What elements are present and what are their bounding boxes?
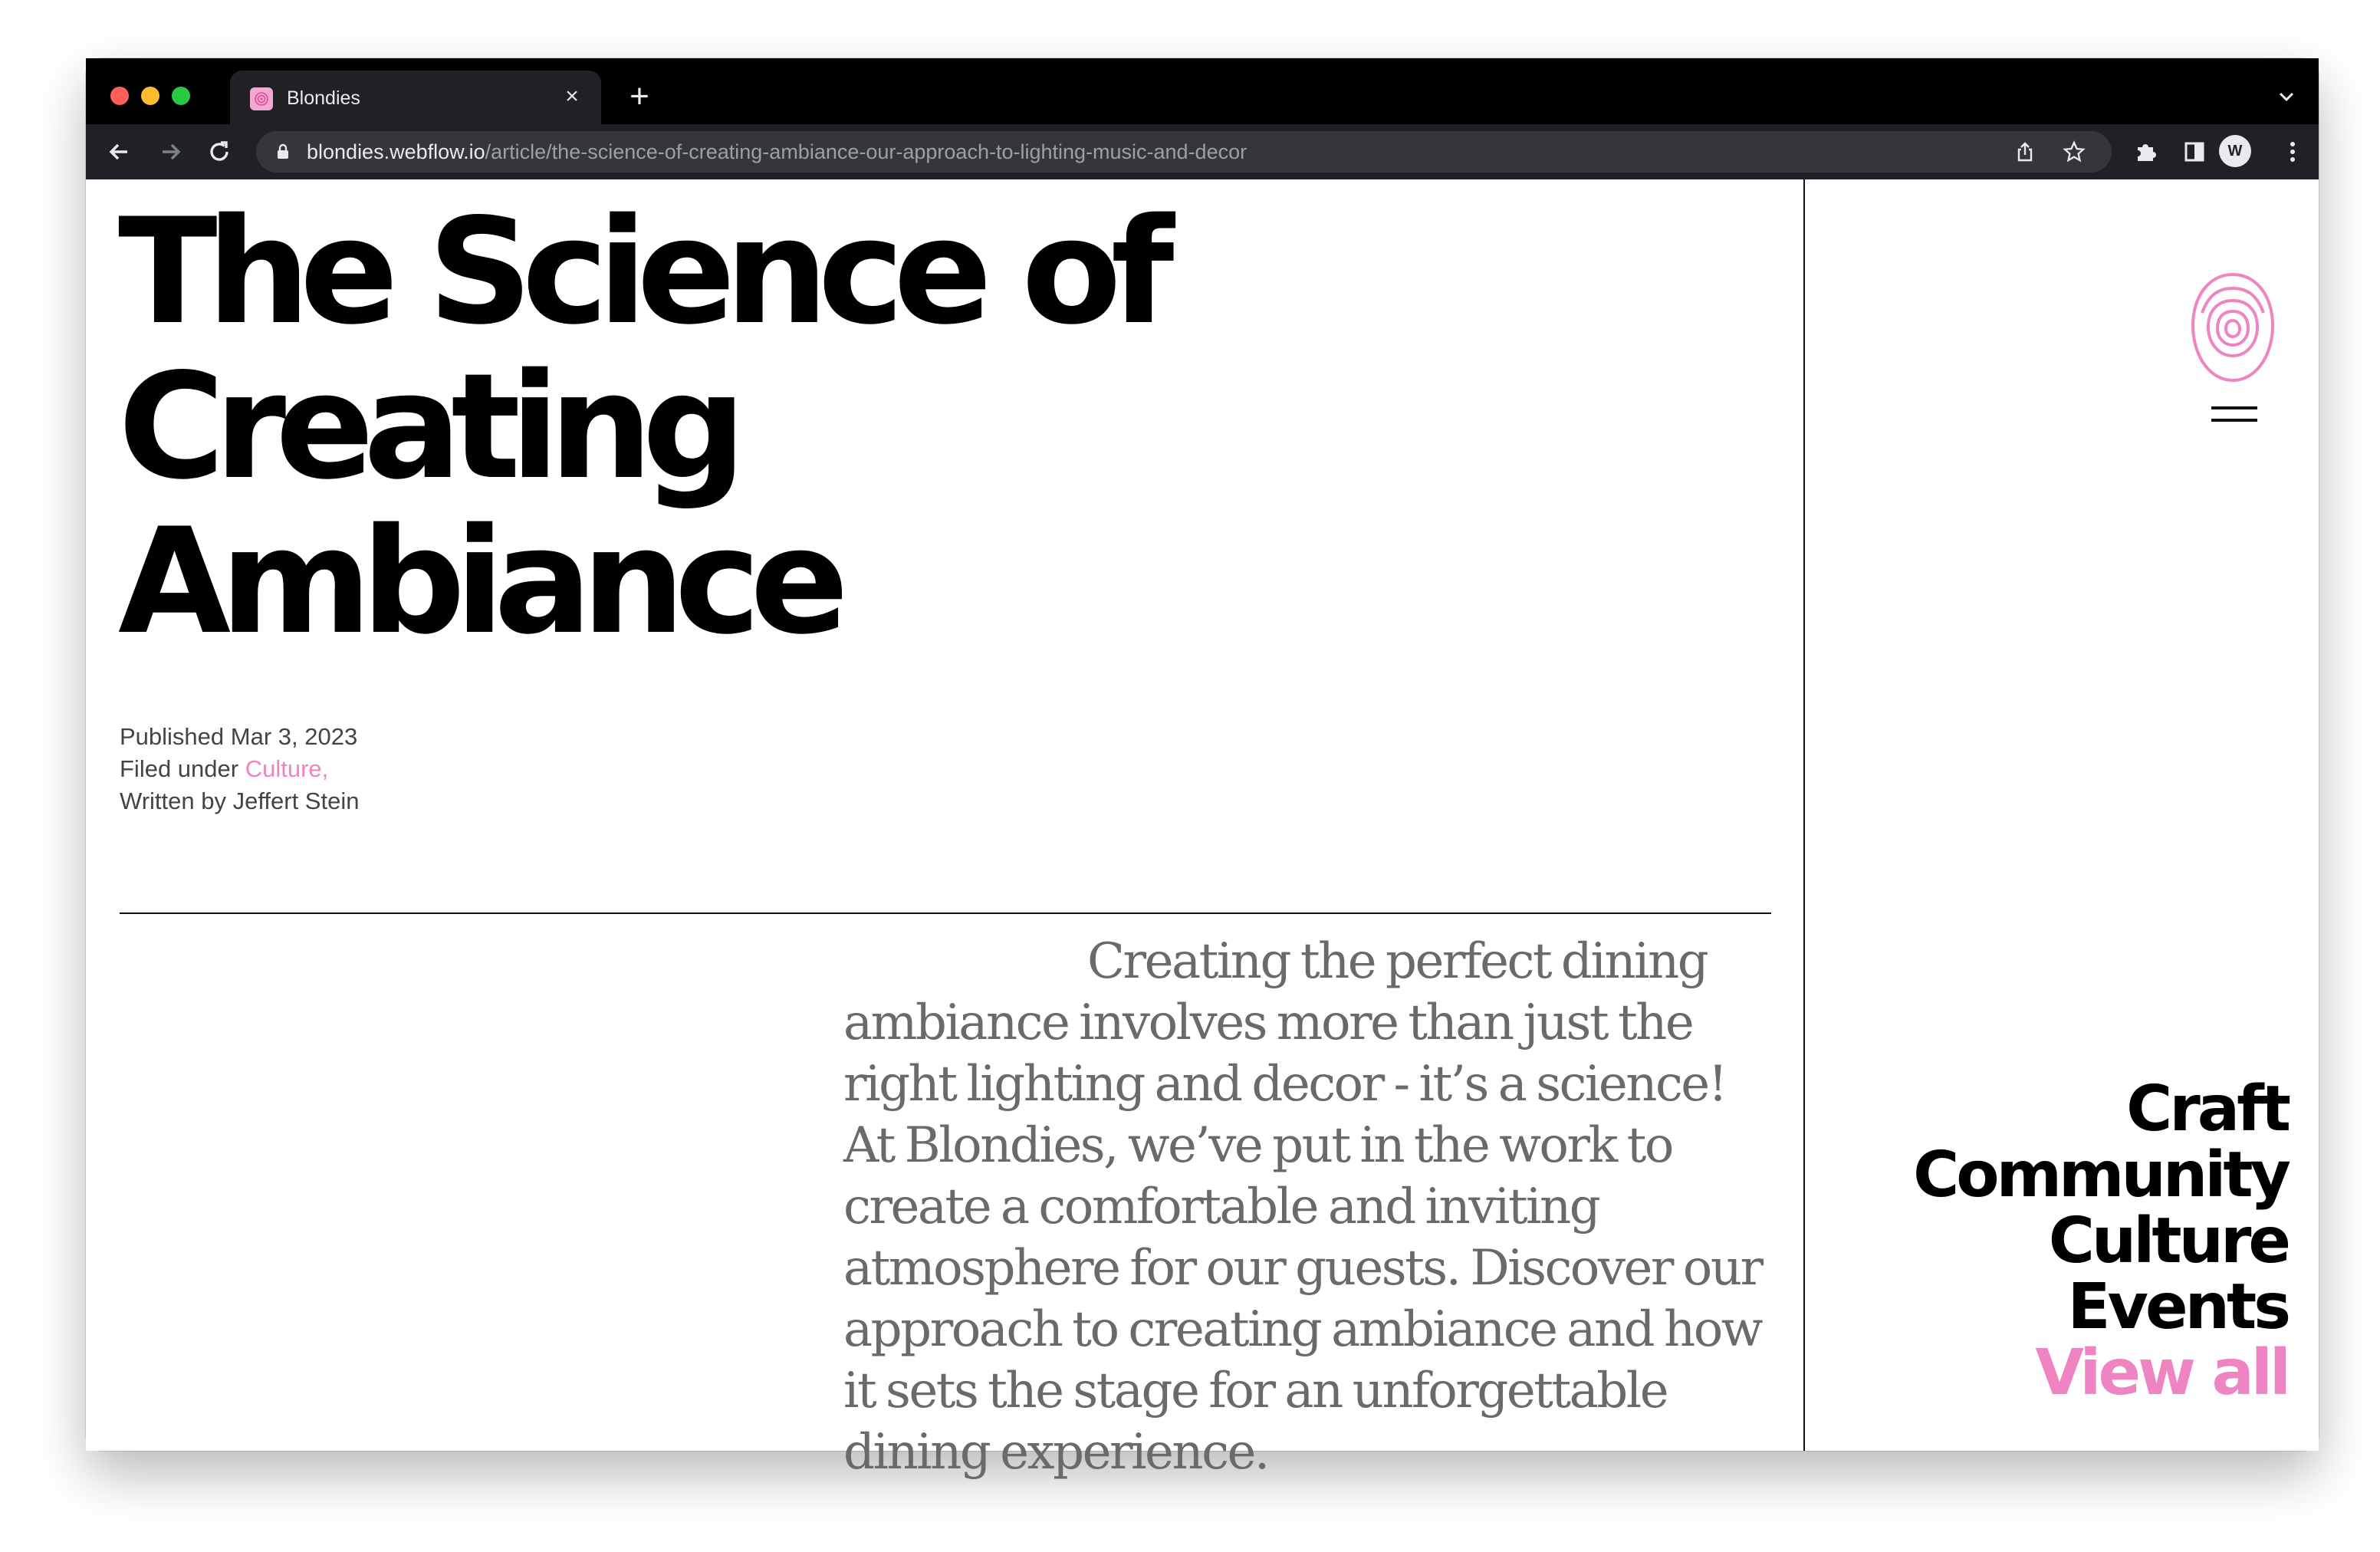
extensions-icon[interactable] [2129,135,2162,169]
browser-toolbar [86,124,2319,179]
url-path: /article/the-science-of-creating-ambiance-our-approach-to-lighting-music-and-decor [485,140,1248,163]
blondies-logo-icon[interactable] [2187,270,2279,385]
view-all-link[interactable]: View all [2035,1337,2288,1409]
star-icon[interactable] [2063,140,2086,163]
new-tab-button[interactable]: + [630,77,649,115]
forward-arrow-icon[interactable] [153,135,187,169]
tab-close-icon[interactable]: × [565,84,579,109]
published-label: Published [120,723,225,750]
category-link[interactable]: Culture, [245,755,329,782]
close-window-button[interactable] [110,87,129,105]
category-link-events[interactable]: Events [2067,1271,2288,1343]
favicon-icon [250,87,273,110]
url-text [307,140,1247,163]
title-bar [86,58,2319,124]
browser-tab[interactable] [230,71,601,124]
published-line [120,721,359,753]
hamburger-menu-icon[interactable] [2211,406,2257,425]
reload-icon[interactable] [202,135,236,169]
sidepanel-icon[interactable] [2178,135,2211,169]
published-date: Mar 3, 2023 [230,723,358,750]
filed-label: Filed under [120,755,239,782]
horizontal-divider [120,912,1771,914]
category-link-culture[interactable]: Culture [2048,1205,2288,1277]
profile-avatar[interactable]: W [2219,135,2251,167]
back-arrow-icon[interactable] [103,135,136,169]
minimize-window-button[interactable] [141,87,159,105]
article-lead-paragraph: Creating the perfect dining ambiance involves more than just the right lighting and decor - it’s a science! At Blondies, we’ve put in the work to create a comfortable and inviting atmosphere for our guests. Discover our approach to creating ambiance and how it sets the stage for an unforgettable dining experience. [843,933,1762,1481]
category-nav [1913,1073,2288,1409]
written-label: Written by [120,788,226,814]
browser-window [86,58,2319,1481]
filed-line [120,753,359,785]
lock-icon[interactable] [273,142,293,162]
tab-title: Blondies [287,87,360,109]
category-link-craft[interactable]: Craft [2126,1073,2288,1146]
address-bar[interactable] [256,131,2112,173]
page-content [86,179,2319,1481]
article-title: The Science of Creating Ambiance [118,187,1164,666]
article-meta [120,721,359,817]
url-host: blondies.webflow.io [307,140,485,163]
maximize-window-button[interactable] [172,87,190,105]
category-link-community[interactable]: Community [1913,1139,2288,1212]
author-line [120,785,359,817]
kebab-menu-icon[interactable] [2276,135,2309,169]
author-name: Jeffert Stein [232,788,360,814]
tab-dropdown-icon[interactable] [2271,81,2302,112]
sidebar-divider [1803,179,1805,1451]
share-icon[interactable] [2013,140,2036,163]
